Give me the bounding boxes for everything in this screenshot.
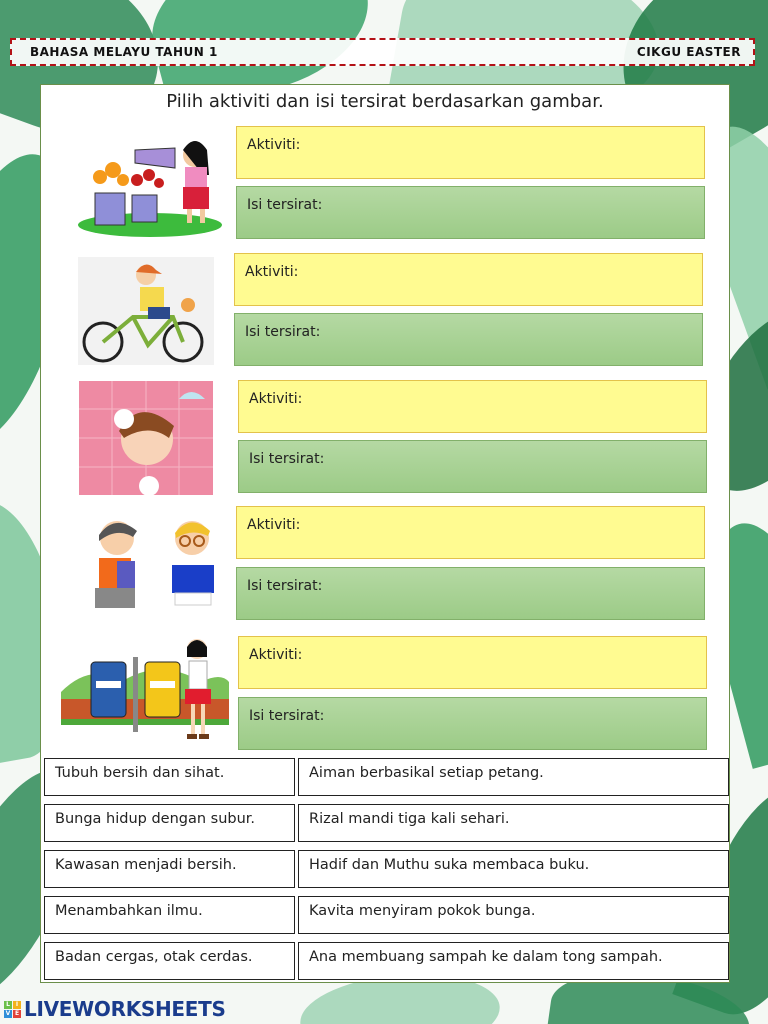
girl-watering-flowers-picture <box>75 125 225 240</box>
activity-answer-box-4[interactable] <box>236 506 705 559</box>
activity-option-card[interactable]: Aiman berbasikal setiap petang. <box>298 758 729 796</box>
header-teacher: CIKGU EASTER <box>636 45 741 59</box>
implied-answer-box-4[interactable] <box>236 567 705 620</box>
liveworksheets-logo-icon: L I V E <box>5 1000 20 1017</box>
activity-answer-box-5[interactable] <box>238 636 707 689</box>
implied-label: Isi tersirat: <box>247 578 323 594</box>
implied-answer-box-1[interactable] <box>236 186 705 239</box>
implied-label: Isi tersirat: <box>249 451 325 467</box>
boys-reading-books-picture <box>87 513 227 615</box>
implied-answer-box-5[interactable] <box>238 697 707 750</box>
activity-answer-box-1[interactable] <box>236 126 705 179</box>
boy-cycling-picture <box>78 257 214 365</box>
implied-label: Isi tersirat: <box>249 708 325 724</box>
header-subject: BAHASA MELAYU TAHUN 1 <box>30 45 218 59</box>
activity-answer-box-2[interactable] <box>234 253 703 306</box>
activity-option-card[interactable]: Kavita menyiram pokok bunga. <box>298 896 729 934</box>
worksheet-panel <box>40 84 730 983</box>
instruction-title: Pilih aktiviti dan isi tersirat berdasarkan gambar. <box>166 91 604 112</box>
activity-label: Aktiviti: <box>245 264 299 280</box>
activity-option-card[interactable]: Rizal mandi tiga kali sehari. <box>298 804 729 842</box>
activity-label: Aktiviti: <box>247 137 301 153</box>
activity-label: Aktiviti: <box>249 391 303 407</box>
implied-option-card[interactable]: Bunga hidup dengan subur. <box>44 804 295 842</box>
activity-label: Aktiviti: <box>249 647 303 663</box>
activity-answer-box-3[interactable] <box>238 380 707 433</box>
girl-throwing-rubbish-picture <box>61 637 229 747</box>
implied-answer-box-2[interactable] <box>234 313 703 366</box>
implied-option-card[interactable]: Tubuh bersih dan sihat. <box>44 758 295 796</box>
implied-label: Isi tersirat: <box>245 324 321 340</box>
implied-answer-box-3[interactable] <box>238 440 707 493</box>
activity-option-card[interactable]: Ana membuang sampah ke dalam tong sampah. <box>298 942 729 980</box>
brand-name: LIVEWORKSHEETS <box>24 997 226 1021</box>
worksheet-header <box>10 38 755 66</box>
implied-option-card[interactable]: Menambahkan ilmu. <box>44 896 295 934</box>
liveworksheets-brand <box>4 997 226 1021</box>
activity-option-card[interactable]: Hadif dan Muthu suka membaca buku. <box>298 850 729 888</box>
implied-option-card[interactable]: Kawasan menjadi bersih. <box>44 850 295 888</box>
activity-label: Aktiviti: <box>247 517 301 533</box>
boy-showering-picture <box>79 381 213 495</box>
implied-option-card[interactable]: Badan cergas, otak cerdas. <box>44 942 295 980</box>
implied-label: Isi tersirat: <box>247 197 323 213</box>
